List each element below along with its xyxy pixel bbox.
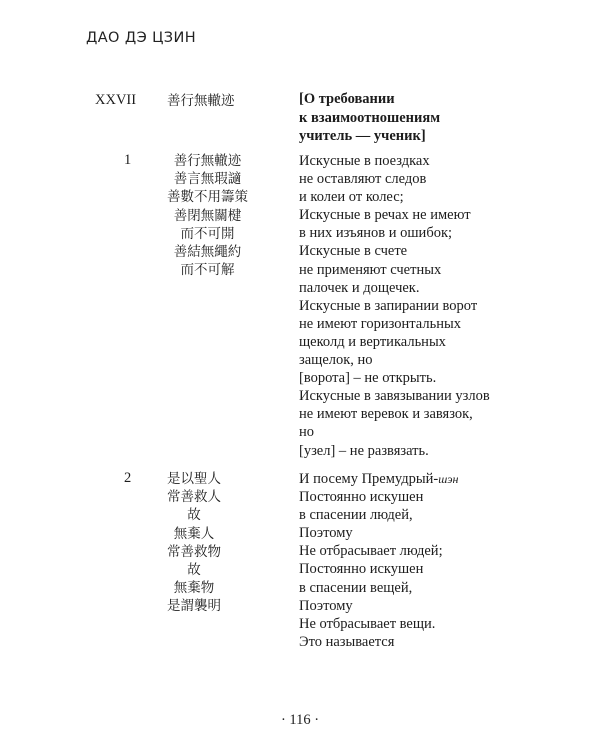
- russian-line: не имеют веревок и завязок,: [299, 406, 473, 423]
- russian-line: но: [299, 424, 315, 441]
- russian-line: Это называется: [299, 633, 395, 650]
- russian-line: Искусные в счете: [299, 243, 408, 260]
- section-chinese-text: [167, 470, 221, 616]
- russian-line: Постоянно искушен: [299, 561, 424, 578]
- section-chinese-text: [167, 152, 248, 279]
- russian-line: [299, 470, 459, 488]
- chinese-line: 善言無瑕讁: [173, 171, 242, 188]
- russian-line: Искусные в поездках: [299, 153, 430, 169]
- russian-line: в спасении людей,: [299, 507, 413, 524]
- chapter-number: XXVII: [95, 92, 137, 108]
- russian-line: Поэтому: [299, 597, 353, 614]
- russian-line: Поэтому: [299, 525, 353, 542]
- russian-line: Не отбрасывает вещи.: [299, 615, 436, 632]
- russian-line: в спасении вещей,: [299, 579, 413, 596]
- russian-line: [ворота] – не открыть.: [299, 370, 437, 387]
- chapter-title-line: учитель — ученик]: [299, 128, 426, 145]
- chinese-line: 善行無轍迹: [173, 153, 242, 169]
- chapter-russian-title: [299, 90, 440, 146]
- section-number: 2: [124, 470, 132, 486]
- chinese-line: 善結無繩約: [173, 244, 242, 261]
- running-head: ДАО ДЭ ЦЗИН: [86, 30, 197, 46]
- chinese-line: 故: [187, 507, 201, 524]
- chinese-line: 而不可解: [180, 262, 235, 279]
- russian-line-italic: шэн: [438, 472, 459, 486]
- russian-line: защелок, но: [299, 352, 373, 369]
- russian-line: Искусные в запирании ворот: [299, 297, 478, 314]
- russian-line: щеколд и вертикальных: [299, 333, 446, 350]
- chinese-line: 善數不用籌策: [167, 189, 248, 206]
- chinese-line: 故: [187, 562, 201, 579]
- section-russian-text: [299, 470, 459, 651]
- chinese-line: 是謂襲明: [167, 598, 221, 615]
- chinese-line: 是以聖人: [167, 471, 221, 487]
- section-russian-text: [299, 152, 490, 460]
- section-number: 1: [124, 152, 132, 168]
- chapter-title-line: к взаимоотношениям: [299, 109, 441, 126]
- russian-line: в них изъянов и ошибок;: [299, 225, 453, 242]
- russian-line: не применяют счетных: [299, 261, 442, 278]
- chinese-line: 而不可開: [180, 225, 235, 242]
- russian-line: и колеи от колес;: [299, 189, 404, 206]
- chinese-line: 善閉無關楗: [173, 207, 242, 224]
- russian-line: Постоянно искушен: [299, 489, 424, 506]
- russian-line: не оставляют следов: [299, 171, 427, 188]
- chapter-title-line: [О требовании: [299, 91, 395, 107]
- chinese-line: 常善救物: [167, 543, 221, 560]
- chinese-line: 無棄人: [173, 525, 215, 542]
- chinese-line: 常善救人: [167, 489, 221, 506]
- russian-line: не имеют горизонтальных: [299, 315, 461, 332]
- page-number: · 116 ·: [280, 712, 320, 728]
- russian-line: Искусные в завязывании узлов: [299, 388, 490, 405]
- russian-line: Искусные в речах не имеют: [299, 207, 471, 224]
- russian-line-main: И посему Премудрый-: [299, 471, 439, 487]
- russian-line: [узел] – не развязать.: [299, 442, 429, 459]
- russian-line: палочек и дощечек.: [299, 279, 420, 296]
- chinese-line: 無棄物: [173, 580, 215, 597]
- russian-line: Не отбрасывает людей;: [299, 543, 443, 560]
- chapter-chinese-title: 善行無轍迹: [167, 93, 235, 109]
